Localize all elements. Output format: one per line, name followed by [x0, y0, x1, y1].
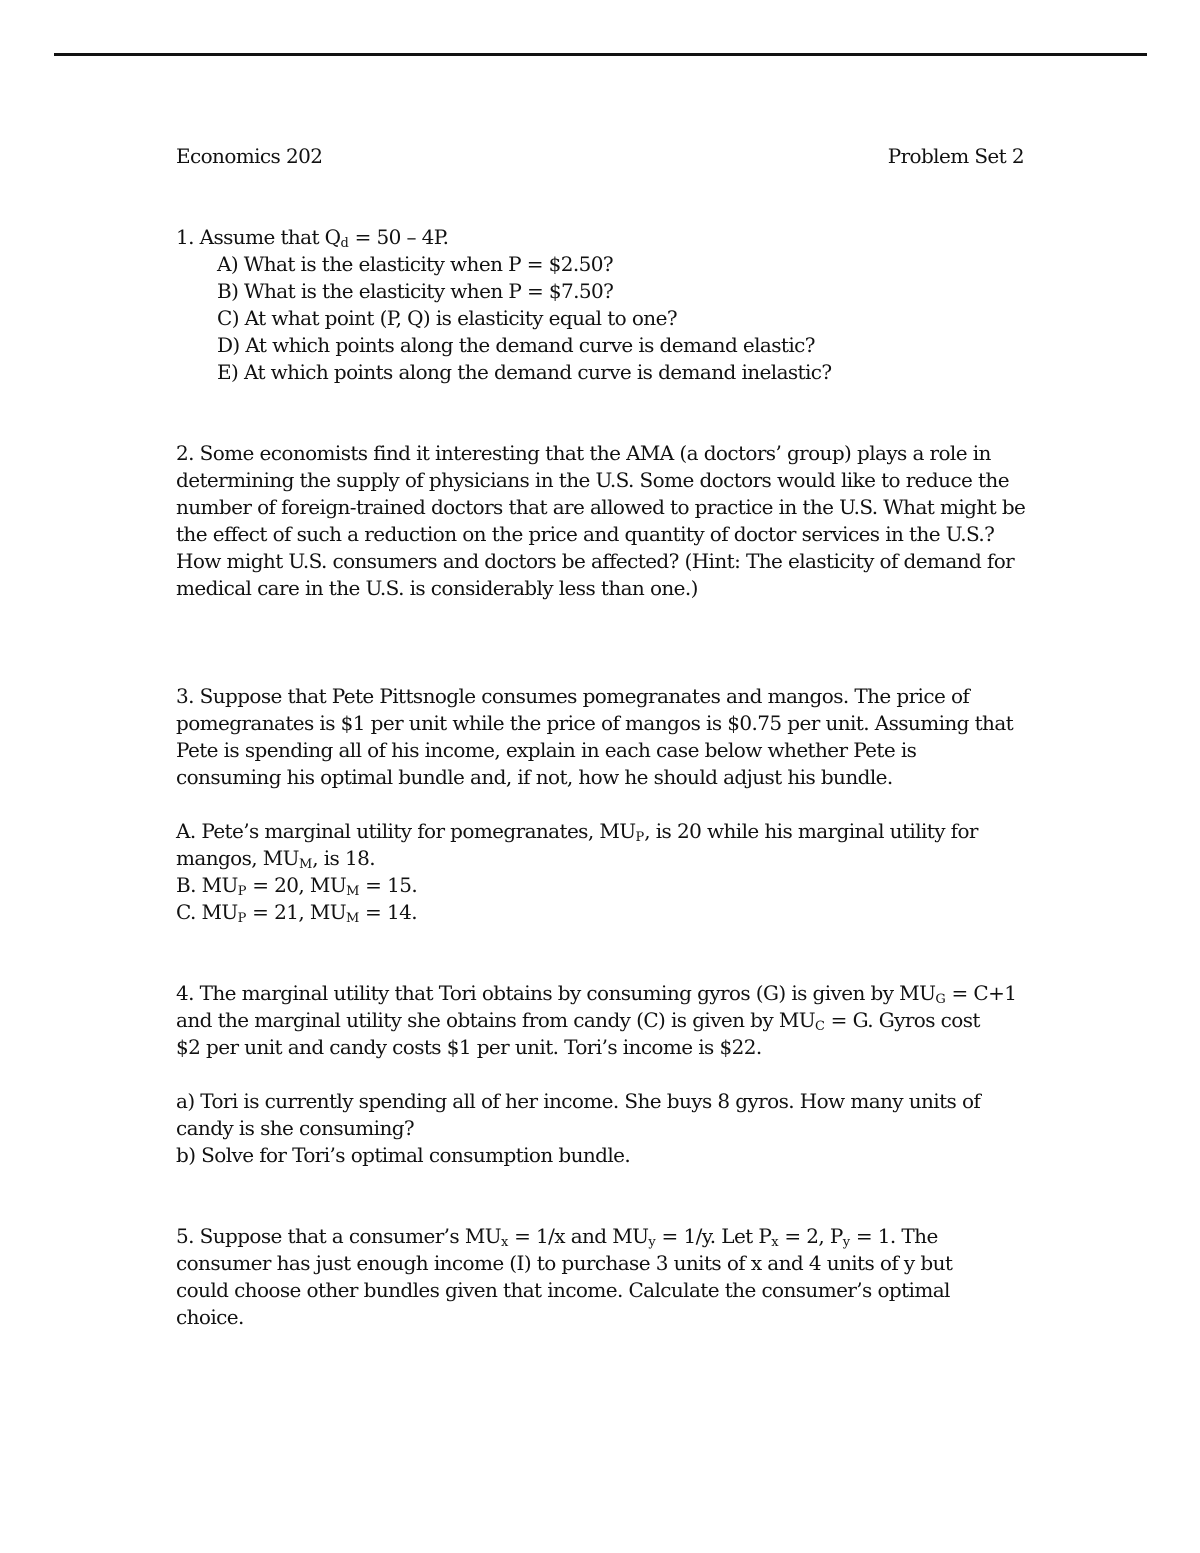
question-5-line: could choose other bundles given that income. Calculate the consumer’s optimal — [176, 1278, 950, 1302]
question-1-part-a: A) What is the elasticity when P = $2.50? — [217, 252, 614, 276]
q3c-text-end: = 14. — [359, 900, 417, 924]
question-4-part-a-line-2: candy is she consuming? — [176, 1116, 415, 1140]
q4-subscript-g: G — [935, 992, 946, 1007]
question-1-stem — [176, 224, 1024, 251]
q3b-text-mid: = 20, MU — [246, 873, 347, 897]
question-3-part-c — [176, 899, 1024, 926]
question-4 — [176, 980, 1024, 1169]
question-2-line: How might U.S. consumers and doctors be affected? (Hint: The elasticity of demand for — [176, 549, 1015, 573]
q1-stem-text: 1. Assume that Q — [176, 225, 341, 249]
question-3-part-b — [176, 872, 1024, 899]
q4-text-2: and the marginal utility she obtains from candy (C) is given by MU — [176, 1008, 815, 1032]
question-3 — [176, 683, 1024, 926]
question-3-line: 3. Suppose that Pete Pittsnogle consumes pomegranates and mangos. The price of — [176, 684, 970, 708]
question-2-line: the effect of such a reduction on the price and quantity of doctor services in the U.S.? — [176, 522, 995, 546]
q5-subscript-1: x — [500, 1235, 509, 1250]
question-5 — [176, 1223, 1024, 1331]
problem-set-title: Problem Set 2 — [887, 144, 1024, 168]
question-2-line: 2. Some economists find it interesting that the AMA (a doctors’ group) plays a role in — [176, 441, 991, 465]
q3a2-text-end: , is 18. — [312, 846, 375, 870]
question-1-parts — [176, 251, 1024, 386]
q4-subscript-c: C — [814, 1019, 825, 1034]
q3c-text-mid: = 21, MU — [246, 900, 346, 924]
question-2-line: medical care in the U.S. is considerably less than one.) — [176, 576, 698, 600]
question-3-line: consuming his optimal bundle and, if not, how he should adjust his bundle. — [176, 765, 893, 789]
q4-text: 4. The marginal utility that Tori obtains by consuming gyros (G) is given by MU — [176, 981, 936, 1005]
question-1 — [176, 224, 1024, 386]
question-4-part-b: b) Solve for Tori’s optimal consumption bundle. — [176, 1143, 631, 1167]
q3a-subscript: P — [635, 830, 645, 845]
q4-text-end: = C+1 — [945, 981, 1017, 1005]
question-2-line: determining the supply of physicians in the U.S. Some doctors would like to reduce the — [176, 468, 1009, 492]
page-header — [176, 143, 1024, 170]
q3b-subscript-1: P — [237, 884, 247, 899]
q5-subscript-4: y — [842, 1235, 851, 1250]
question-3-line: Pete is spending all of his income, explain in each case below whether Pete is — [176, 738, 917, 762]
q1-stem-subscript: d — [340, 236, 349, 251]
q1-stem-text-end: = 50 – 4P. — [348, 225, 449, 249]
q5-text-d: = 2, P — [778, 1224, 843, 1248]
q3a-text-end: , is 20 while his marginal utility for — [644, 819, 978, 843]
q3b-subscript-2: M — [346, 884, 360, 899]
q5-text-e: = 1. The — [850, 1224, 938, 1248]
question-2-line: number of foreign-trained doctors that are allowed to practice in the U.S. What might be — [176, 495, 1026, 519]
spacer — [176, 656, 1024, 683]
question-5-line: consumer has just enough income (I) to purchase 3 units of x and 4 units of y but — [176, 1251, 953, 1275]
q5-text-c: = 1/y. Let P — [655, 1224, 772, 1248]
q3a-text: A. Pete’s marginal utility for pomegranates, MU — [176, 819, 636, 843]
question-4-line-3: $2 per unit and candy costs $1 per unit. Tori’s income is $22. — [176, 1035, 762, 1059]
q3b-text: B. MU — [176, 873, 238, 897]
question-2 — [176, 440, 1024, 602]
question-4-line-2 — [176, 1007, 1024, 1034]
question-3-part-a-line-1 — [176, 818, 1024, 845]
q3c-subscript-2: M — [345, 911, 360, 926]
q4-text-2-end: = G. Gyros cost — [824, 1008, 980, 1032]
question-1-part-d: D) At which points along the demand curve is demand elastic? — [217, 333, 815, 357]
course-title: Economics 202 — [176, 144, 323, 168]
q5-text-b: = 1/x and MU — [508, 1224, 649, 1248]
q3c-subscript-1: P — [237, 911, 247, 926]
question-3-part-a-line-2 — [176, 845, 1024, 872]
question-5-line-1 — [176, 1223, 1024, 1250]
q3a2-text: mangos, MU — [176, 846, 299, 870]
top-rule — [54, 53, 1147, 56]
question-1-part-b: B) What is the elasticity when P = $7.50? — [217, 279, 614, 303]
problem-set-page — [176, 143, 1024, 1331]
q5-subscript-2: y — [648, 1235, 656, 1250]
q3c-text: C. MU — [176, 900, 238, 924]
spacer — [176, 926, 1024, 980]
question-1-part-e: E) At which points along the demand curve is demand inelastic? — [217, 360, 832, 384]
q3a2-subscript: M — [298, 857, 313, 872]
question-1-part-c: C) At what point (P, Q) is elasticity equal to one? — [217, 306, 677, 330]
spacer — [176, 1169, 1024, 1223]
question-4-part-a-line-1: a) Tori is currently spending all of her income. She buys 8 gyros. How many units of — [176, 1089, 981, 1113]
q5-text-a: 5. Suppose that a consumer’s MU — [176, 1224, 501, 1248]
spacer — [176, 1061, 1024, 1088]
q3b-text-end: = 15. — [359, 873, 418, 897]
q5-subscript-3: x — [771, 1235, 779, 1250]
question-5-line: choice. — [176, 1305, 244, 1329]
spacer — [176, 791, 1024, 818]
question-4-line-1 — [176, 980, 1024, 1007]
question-3-line: pomegranates is $1 per unit while the price of mangos is $0.75 per unit. Assuming that — [176, 711, 1014, 735]
